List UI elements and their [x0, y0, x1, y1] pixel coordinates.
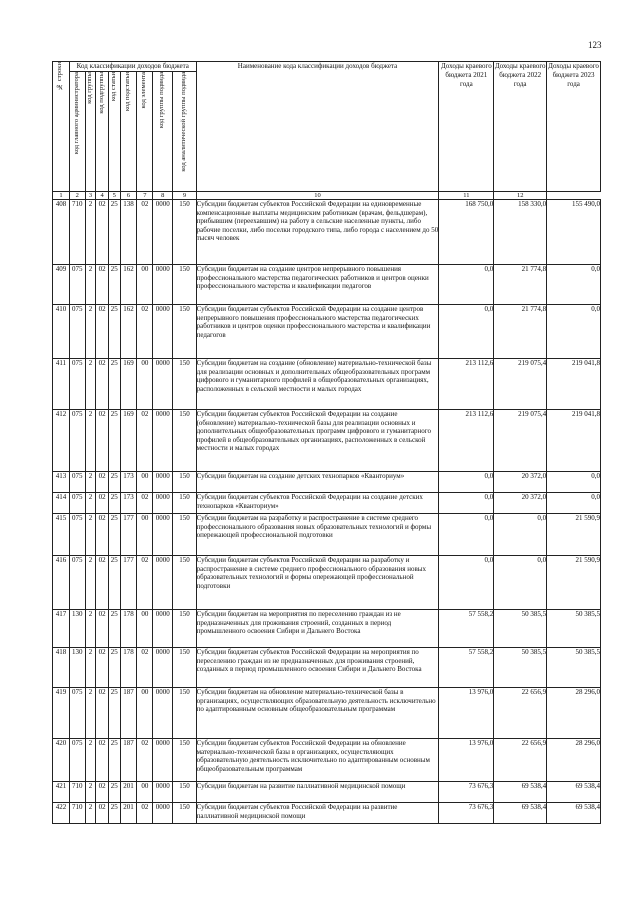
code-cell: 25 — [108, 493, 120, 514]
column-index-cell: 12 — [494, 192, 547, 200]
code-cell: 25 — [108, 305, 120, 359]
row-number: 419 — [53, 688, 70, 739]
code-cell: 25 — [108, 782, 120, 803]
code-cell: 150 — [173, 803, 196, 824]
code-cell: 177 — [120, 556, 137, 610]
amount-2023: 69 538,4 — [547, 803, 601, 824]
code-cell: 2 — [85, 782, 96, 803]
code-cell: 02 — [137, 305, 153, 359]
code-cell: 150 — [173, 739, 196, 782]
code-cell: 169 — [120, 410, 137, 472]
code-cell: 150 — [173, 610, 196, 648]
code-cell: 201 — [120, 803, 137, 824]
amount-2023: 0,0 — [547, 305, 601, 359]
column-index-row — [53, 192, 601, 200]
amount-2021: 57 558,2 — [439, 648, 494, 688]
code-cell: 02 — [137, 648, 153, 688]
amount-2022: 20 372,0 — [494, 472, 547, 493]
code-cell: 075 — [69, 739, 85, 782]
code-cell: 2 — [85, 688, 96, 739]
code-cell: 25 — [108, 688, 120, 739]
code-cell: 150 — [173, 472, 196, 493]
column-index-cell: 7 — [137, 192, 153, 200]
table-row — [53, 514, 601, 556]
amount-2022: 69 538,4 — [494, 782, 547, 803]
code-cell: 150 — [173, 265, 196, 305]
code-cell: 177 — [120, 514, 137, 556]
code-cell: 02 — [137, 410, 153, 472]
amount-2023: 0,0 — [547, 265, 601, 305]
amount-2022: 22 656,9 — [494, 688, 547, 739]
table-row — [53, 305, 601, 359]
amount-2023: 219 041,8 — [547, 410, 601, 472]
code-cell: 075 — [69, 688, 85, 739]
amount-2021: 73 676,3 — [439, 803, 494, 824]
table-row — [53, 410, 601, 472]
code-cell: 02 — [96, 265, 109, 305]
revenue-name: Субсидии бюджетам субъектов Российской Федерации на единовременные компенсационные выплаты медицинским работникам (врачам, фельдшерам), прибывшим (переехавшим) на работу в сельские населенные пункты, либо рабочие поселки, либо поселки городского типа, либо города с населением до 50 тысяч человек — [196, 200, 439, 265]
code-cell: 0000 — [153, 514, 173, 556]
column-index-cell: 5 — [108, 192, 120, 200]
code-cell: 138 — [120, 200, 137, 265]
code-cell: 2 — [85, 648, 96, 688]
amount-2021: 0,0 — [439, 265, 494, 305]
code-cell: 00 — [137, 472, 153, 493]
amount-2022: 0,0 — [494, 514, 547, 556]
code-cell: 02 — [96, 556, 109, 610]
column-index-cell: 8 — [153, 192, 173, 200]
code-cell: 02 — [96, 648, 109, 688]
table-row — [53, 648, 601, 688]
amount-2023: 0,0 — [547, 472, 601, 493]
header-code-subgroup: код подгруппы — [96, 72, 109, 192]
code-cell: 0000 — [153, 305, 173, 359]
code-cell: 02 — [96, 410, 109, 472]
header-row-number: № строки — [53, 62, 70, 192]
column-index-cell: 11 — [439, 192, 494, 200]
code-cell: 02 — [137, 739, 153, 782]
code-cell: 178 — [120, 648, 137, 688]
code-cell: 25 — [108, 803, 120, 824]
table-row — [53, 200, 601, 265]
amount-2022: 20 372,0 — [494, 493, 547, 514]
header-code-analytic-group: код аналитической группы подвида — [173, 72, 196, 192]
amount-2021: 213 112,6 — [439, 410, 494, 472]
code-cell: 00 — [137, 359, 153, 410]
table-row — [53, 803, 601, 824]
code-cell: 02 — [96, 688, 109, 739]
row-number: 422 — [53, 803, 70, 824]
amount-2023: 28 296,0 — [547, 739, 601, 782]
amount-2021: 0,0 — [439, 514, 494, 556]
amount-2023: 50 385,5 — [547, 610, 601, 648]
code-cell: 150 — [173, 514, 196, 556]
code-cell: 150 — [173, 200, 196, 265]
revenue-name: Субсидии бюджетам на разработку и распространение в системе среднего профессионального образования новых образовательных технологий и формы опережающей профессиональной подготовки — [196, 514, 439, 556]
code-cell: 0000 — [153, 782, 173, 803]
code-cell: 0000 — [153, 359, 173, 410]
row-number: 411 — [53, 359, 70, 410]
code-cell: 150 — [173, 305, 196, 359]
table-row — [53, 782, 601, 803]
code-cell: 162 — [120, 265, 137, 305]
code-cell: 2 — [85, 265, 96, 305]
code-cell: 130 — [69, 648, 85, 688]
header-code-article: код статьи — [108, 72, 120, 192]
code-cell: 075 — [69, 359, 85, 410]
code-cell: 2 — [85, 610, 96, 648]
amount-2022: 219 075,4 — [494, 359, 547, 410]
code-cell: 02 — [137, 493, 153, 514]
code-cell: 25 — [108, 514, 120, 556]
table-row — [53, 739, 601, 782]
code-cell: 25 — [108, 739, 120, 782]
amount-2021: 13 976,0 — [439, 739, 494, 782]
code-cell: 0000 — [153, 472, 173, 493]
amount-2022: 21 774,8 — [494, 305, 547, 359]
table-row — [53, 688, 601, 739]
code-cell: 187 — [120, 688, 137, 739]
amount-2022: 21 774,8 — [494, 265, 547, 305]
row-number: 415 — [53, 514, 70, 556]
amount-2023: 0,0 — [547, 493, 601, 514]
code-cell: 25 — [108, 410, 120, 472]
revenue-name: Субсидии бюджетам субъектов Российской Федерации на разработку и распространение в системе среднего профессионального образования новых образовательных технологий и формы опережающей профессиональной подготовки — [196, 556, 439, 610]
code-cell: 075 — [69, 514, 85, 556]
table-row — [53, 359, 601, 410]
code-cell: 2 — [85, 493, 96, 514]
code-cell: 00 — [137, 265, 153, 305]
code-cell: 00 — [137, 610, 153, 648]
row-number: 420 — [53, 739, 70, 782]
amount-2021: 0,0 — [439, 493, 494, 514]
code-cell: 02 — [96, 359, 109, 410]
amount-2022: 219 075,4 — [494, 410, 547, 472]
header-amount-2021: Доходы краевого бюджета 2021 года — [439, 62, 494, 192]
column-index-cell: 9 — [173, 192, 196, 200]
revenue-name: Субсидии бюджетам субъектов Российской Федерации на создание (обновление) материально-технической базы для реализации основных и дополнительных общеобразовательных программ цифрового и гуманитарного профилей в общеобразовательных организациях, расположенных в сельской местности и малых городах — [196, 410, 439, 472]
code-cell: 150 — [173, 493, 196, 514]
amount-2022: 158 330,0 — [494, 200, 547, 265]
revenue-name: Субсидии бюджетам на развитие паллиативной медицинской помощи — [196, 782, 439, 803]
code-cell: 2 — [85, 739, 96, 782]
page-number: 123 — [588, 40, 602, 50]
revenue-name: Субсидии бюджетам субъектов Российской Федерации на мероприятия по переселению граждан из не предназначенных для проживания строений, созданных в период промышленного освоения Сибири и Дальнего Востока — [196, 648, 439, 688]
row-number: 410 — [53, 305, 70, 359]
header-code-group-col: код группы — [85, 72, 96, 192]
row-number: 413 — [53, 472, 70, 493]
code-cell: 075 — [69, 305, 85, 359]
code-cell: 0000 — [153, 556, 173, 610]
code-cell: 02 — [137, 200, 153, 265]
code-cell: 075 — [69, 265, 85, 305]
code-cell: 02 — [96, 782, 109, 803]
revenue-name: Субсидии бюджетам субъектов Российской Федерации на развитие паллиативной медицинской помощи — [196, 803, 439, 824]
code-cell: 25 — [108, 556, 120, 610]
amount-2022: 50 385,5 — [494, 648, 547, 688]
code-cell: 710 — [69, 200, 85, 265]
row-number: 412 — [53, 410, 70, 472]
amount-2022: 22 656,9 — [494, 739, 547, 782]
code-cell: 2 — [85, 410, 96, 472]
code-cell: 150 — [173, 359, 196, 410]
code-cell: 02 — [96, 493, 109, 514]
header-code-admin: код главного администратора — [69, 72, 85, 192]
code-cell: 02 — [96, 803, 109, 824]
header-code-subarticle: код подстатьи — [120, 72, 137, 192]
code-cell: 0000 — [153, 493, 173, 514]
code-cell: 02 — [96, 739, 109, 782]
revenue-name: Субсидии бюджетам на создание детских технопарков «Кванториум» — [196, 472, 439, 493]
amount-2021: 0,0 — [439, 472, 494, 493]
table-row — [53, 556, 601, 610]
row-number: 414 — [53, 493, 70, 514]
amount-2023: 28 296,0 — [547, 688, 601, 739]
code-cell: 201 — [120, 782, 137, 803]
table-row — [53, 265, 601, 305]
row-number: 417 — [53, 610, 70, 648]
code-cell: 150 — [173, 782, 196, 803]
code-cell: 710 — [69, 803, 85, 824]
amount-2021: 13 976,0 — [439, 688, 494, 739]
code-cell: 2 — [85, 359, 96, 410]
row-number: 421 — [53, 782, 70, 803]
row-number: 416 — [53, 556, 70, 610]
code-cell: 169 — [120, 359, 137, 410]
amount-2023: 155 490,0 — [547, 200, 601, 265]
amount-2021: 213 112,6 — [439, 359, 494, 410]
amount-2021: 0,0 — [439, 305, 494, 359]
header-code-subtype-group: код группы подвида — [153, 72, 173, 192]
code-cell: 25 — [108, 265, 120, 305]
revenue-name: Субсидии бюджетам субъектов Российской Федерации на создание центров непрерывного повышения профессионального мастерства педагогических работников и центров оценки профессионального мастерства и квалификации педагогов — [196, 305, 439, 359]
code-cell: 075 — [69, 472, 85, 493]
column-index-cell: 10 — [196, 192, 439, 200]
code-cell: 075 — [69, 410, 85, 472]
code-cell: 2 — [85, 472, 96, 493]
code-cell: 00 — [137, 688, 153, 739]
code-cell: 02 — [96, 472, 109, 493]
code-cell: 2 — [85, 305, 96, 359]
revenue-name: Субсидии бюджетам на создание (обновление) материально-технической базы для реализации основных и дополнительных общеобразовательных программ цифрового и гуманитарного профилей в общеобразовательных организациях, расположенных в сельской местности и малых городах — [196, 359, 439, 410]
code-cell: 150 — [173, 688, 196, 739]
code-cell: 130 — [69, 610, 85, 648]
amount-2021: 73 676,3 — [439, 782, 494, 803]
header-amount-2022: Доходы краевого бюджета 2022 года — [494, 62, 547, 192]
revenue-name: Субсидии бюджетам субъектов Российской Федерации на создание детских технопарков «Кванториум» — [196, 493, 439, 514]
amount-2023: 219 041,8 — [547, 359, 601, 410]
amount-2022: 69 538,4 — [494, 803, 547, 824]
amount-2023: 69 538,4 — [547, 782, 601, 803]
row-number: 408 — [53, 200, 70, 265]
code-cell: 02 — [96, 200, 109, 265]
amount-2022: 50 385,5 — [494, 610, 547, 648]
revenue-name: Субсидии бюджетам на мероприятия по переселению граждан из не предназначенных для проживания строений, созданных в период промышленного освоения Сибири и Дальнего Востока — [196, 610, 439, 648]
code-cell: 25 — [108, 648, 120, 688]
column-index-cell: 2 — [69, 192, 85, 200]
code-cell: 25 — [108, 472, 120, 493]
column-index-cell: 4 — [96, 192, 109, 200]
amount-2021: 0,0 — [439, 556, 494, 610]
code-cell: 187 — [120, 739, 137, 782]
code-cell: 150 — [173, 410, 196, 472]
amount-2023: 21 590,9 — [547, 514, 601, 556]
code-cell: 075 — [69, 556, 85, 610]
code-cell: 150 — [173, 556, 196, 610]
table-row — [53, 493, 601, 514]
code-cell: 2 — [85, 514, 96, 556]
code-cell: 0000 — [153, 803, 173, 824]
code-cell: 25 — [108, 200, 120, 265]
amount-2022: 0,0 — [494, 556, 547, 610]
table-row — [53, 610, 601, 648]
amount-2023: 21 590,9 — [547, 556, 601, 610]
code-cell: 0000 — [153, 610, 173, 648]
header-name-column: Наименование кода классификации доходов бюджета — [196, 62, 439, 192]
code-cell: 0000 — [153, 410, 173, 472]
code-cell: 2 — [85, 803, 96, 824]
code-cell: 0000 — [153, 200, 173, 265]
code-cell: 25 — [108, 359, 120, 410]
code-cell: 162 — [120, 305, 137, 359]
code-cell: 02 — [137, 803, 153, 824]
revenue-name: Субсидии бюджетам на обновление материально-технической базы в организациях, осуществляющих образовательную деятельность исключительно по адаптированным основным общеобразовательным программам — [196, 688, 439, 739]
code-cell: 173 — [120, 472, 137, 493]
code-cell: 02 — [96, 514, 109, 556]
code-cell: 173 — [120, 493, 137, 514]
amount-2021: 168 750,0 — [439, 200, 494, 265]
code-cell: 0000 — [153, 648, 173, 688]
column-index-cell: 1 — [53, 192, 70, 200]
code-cell: 0000 — [153, 688, 173, 739]
header-amount-2023: Доходы краевого бюджета 2023 года — [547, 62, 601, 192]
header-code-element: код элемента — [137, 72, 153, 192]
code-cell: 2 — [85, 556, 96, 610]
code-cell: 178 — [120, 610, 137, 648]
code-cell: 02 — [96, 305, 109, 359]
code-cell: 0000 — [153, 265, 173, 305]
revenue-name: Субсидии бюджетам на создание центров непрерывного повышения профессионального мастерства педагогических работников и центров оценки профессионального мастерства и квалификации педагогов — [196, 265, 439, 305]
revenue-name: Субсидии бюджетам субъектов Российской Федерации на обновление материально-технической базы в организациях, осуществляющих образовательную деятельность исключительно по адаптированным основным общеобразовательным программам — [196, 739, 439, 782]
code-cell: 25 — [108, 610, 120, 648]
amount-2021: 57 558,2 — [439, 610, 494, 648]
column-index-cell: 3 — [85, 192, 96, 200]
row-number: 418 — [53, 648, 70, 688]
code-cell: 02 — [96, 610, 109, 648]
column-index-cell: 6 — [120, 192, 137, 200]
table-row — [53, 472, 601, 493]
code-cell: 075 — [69, 493, 85, 514]
code-cell: 00 — [137, 514, 153, 556]
code-cell: 02 — [137, 556, 153, 610]
revenue-table — [52, 61, 601, 824]
row-number: 409 — [53, 265, 70, 305]
code-cell: 710 — [69, 782, 85, 803]
code-cell: 150 — [173, 648, 196, 688]
code-cell: 00 — [137, 782, 153, 803]
header-code-group: Код классификации доходов бюджета — [69, 62, 196, 72]
code-cell: 0000 — [153, 739, 173, 782]
amount-2023: 50 385,5 — [547, 648, 601, 688]
code-cell: 2 — [85, 200, 96, 265]
